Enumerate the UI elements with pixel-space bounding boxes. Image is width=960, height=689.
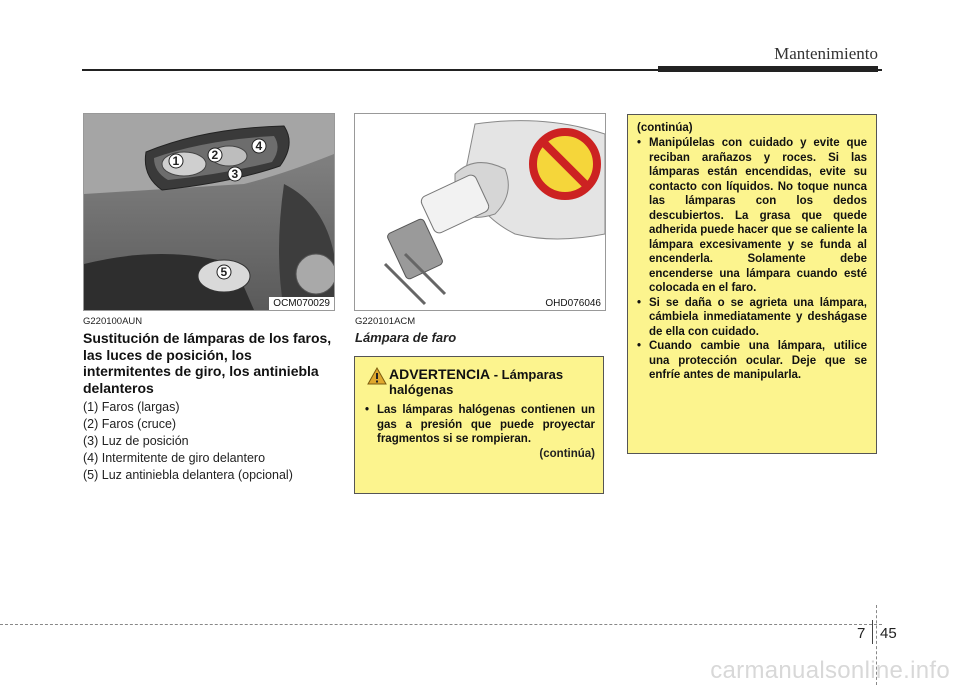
callout-5: 5: [220, 265, 228, 279]
footer-rule: [0, 624, 882, 625]
watermark: carmanualsonline.info: [710, 657, 950, 684]
running-header: Mantenimiento: [774, 44, 878, 63]
warning-bullet: • Manipúlelas con cuidado y evite que reciban arañazos y roces. Si las lámparas están encendidas, evite su contacto con líquidos. No toque nunca las lámparas con los dedos descubiertos. La grasa que quede adherida puede hacer que se caliente la lámpara excesivamente y se funda al encenderla. Solamente debe encenderse una lámpara cuando esté colocada en el faro.: [637, 137, 867, 294]
warning-triangle-icon: [365, 367, 389, 385]
figure-code: OHD076046: [541, 297, 605, 310]
warning-title-main: ADVERTENCIA: [389, 366, 491, 382]
list-item: (2) Faros (cruce): [83, 417, 177, 431]
section-title: Sustitución de lámparas de los faros, las luces de posición, los intermitentes de giro, los antiniebla delanteros: [83, 330, 332, 396]
warning-bullet: • Cuando cambie una lámpara, utilice una protección ocular. Deje que se enfríe antes de manipularla.: [637, 340, 867, 381]
section-ref: G220100AUN: [83, 316, 143, 327]
callout-2: 2: [211, 148, 219, 162]
list-item: (3) Luz de posición: [83, 434, 189, 448]
bulb-illustration: [355, 114, 605, 310]
warning-bullet: • Las lámparas halógenas contienen un gas a presión que puede proyectar fragmentos si se rompieran.: [365, 404, 595, 445]
list-item: (4) Intermitente de giro delantero: [83, 451, 266, 465]
warning-title-sub: - Lámparas halógenas: [389, 367, 564, 397]
page-number: 45: [880, 625, 897, 642]
figure-code: OCM070029: [269, 297, 334, 310]
header-bar: [658, 66, 878, 72]
lamp-list: [83, 399, 343, 484]
chapter-number: 7: [857, 625, 866, 642]
callout-4: 4: [255, 139, 263, 153]
figure-caption: Lámpara de faro: [355, 330, 457, 345]
headlamp-photo: [83, 113, 335, 311]
bulb-photo: [354, 113, 606, 311]
warning-bullets: [365, 403, 595, 447]
warning-continued-box: [627, 114, 877, 454]
warning-title: [389, 367, 595, 397]
warning-box: [354, 356, 604, 494]
continues-label: (continúa): [539, 447, 595, 460]
subsection-ref: G220101ACM: [355, 316, 416, 327]
callout-1: 1: [172, 154, 180, 168]
page-separator: [872, 620, 873, 644]
headlamp-illustration: [84, 114, 334, 310]
list-item: (1) Faros (largas): [83, 400, 180, 414]
callout-3: 3: [231, 167, 239, 181]
continued-bullets: [637, 136, 867, 383]
list-item: (5) Luz antiniebla delantera (opcional): [83, 468, 293, 482]
continued-label: (continúa): [637, 122, 693, 134]
warning-bullet: • Si se daña o se agrieta una lámpara, cámbiela inmediatamente y deshágase de ella con cuidado.: [637, 296, 867, 338]
